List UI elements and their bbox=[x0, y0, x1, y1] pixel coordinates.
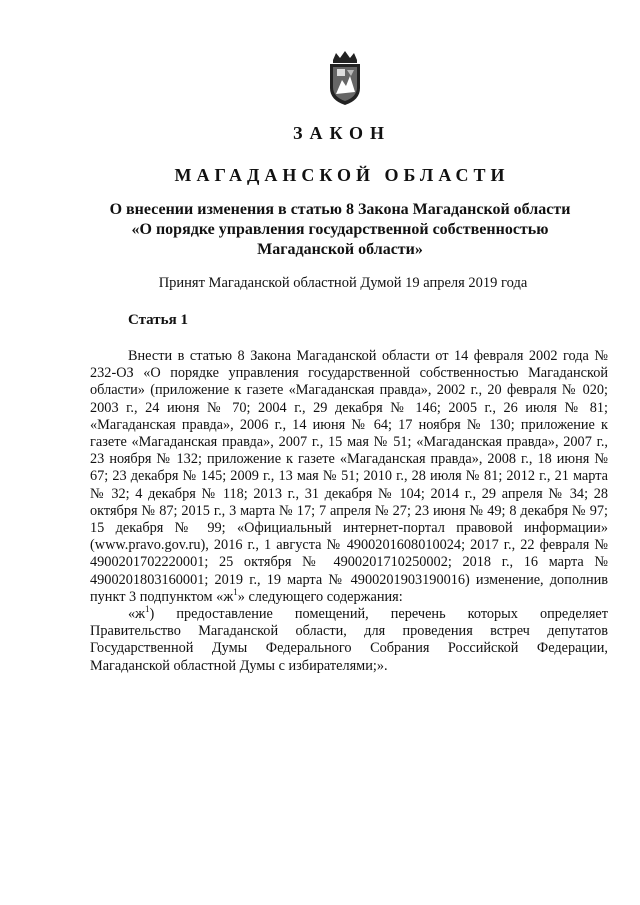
document-title bbox=[0, 200, 640, 260]
adoption-note: Принят Магаданской областной Думой 19 апреля 2019 года bbox=[158, 275, 528, 291]
article-paragraph: Внести в статью 8 Закона Магаданской области от 14 февраля 2002 года № 232-ОЗ «О порядке управления государственной собственностью Магаданской области» (приложение к газете «Магаданская правда», 2002 г., 20 февраля № 020; 2003 г., 24 июня № 70; 2004 г., 29 декабря № 146; 2005 г., 26 июля № 81; «Магаданская правда», 2006 г., 14 июня № 64; 17 ноября № 130; приложение к газете «Магаданская правда», 2007 г., 15 мая № 51; «Магаданская правда», 2007 г., 23 ноября № 132; приложение к газете «Магаданская правда», 2008 г., 18 июня № 67; 23 декабря № 145; 2009 г., 13 мая № 51; 2010 г., 28 июля № 81; 2012 г., 21 марта № 32; 4 декабря № 118; 2013 г., 31 декабря № 104; 2014 г., 29 апреля № 34; 28 октября № 87; 2015 г., 3 марта № 17; 7 апреля № 27; 23 июня № 49; 8 декабря № 97; 15 декабря № 99; «Официальный интернет-портал правовой информации» (www.pravo.gov.ru), 2016 г., 1 августа № 4900201608010024; 2017 г., 22 февраля № 4900201702220001; 25 октября № 4900201710250002; 2018 г., 16 марта № 4900201803160001; 2019 г., 19 марта № 4900201903190016) изменение, дополнив пункт 3 подпунктом «$ж^1$» следующего содержания: bbox=[90, 348, 608, 605]
law-heading: ЗАКОН bbox=[292, 123, 392, 143]
document-title-line: О внесении изменения в статью 8 Закона Магаданской области bbox=[109, 201, 571, 218]
article-paragraph: «$ж^1$) предоставление помещений, перечень которых определяет Правительство Магаданской области, для проведения встреч депутатов Государственной Думы Федерального Собрания Российской Федерации, Магаданской областной Думы с избирателями;». bbox=[90, 604, 608, 674]
document-title-line: Магаданской области» bbox=[257, 241, 423, 258]
region-heading: МАГАДАНСКОЙ ОБЛАСТИ bbox=[174, 165, 510, 185]
coat-of-arms-icon bbox=[327, 50, 363, 106]
document-title-line: «О порядке управления государственной собственностью bbox=[131, 221, 549, 238]
article-body bbox=[90, 348, 608, 675]
article-heading: Статья 1 bbox=[128, 312, 188, 328]
